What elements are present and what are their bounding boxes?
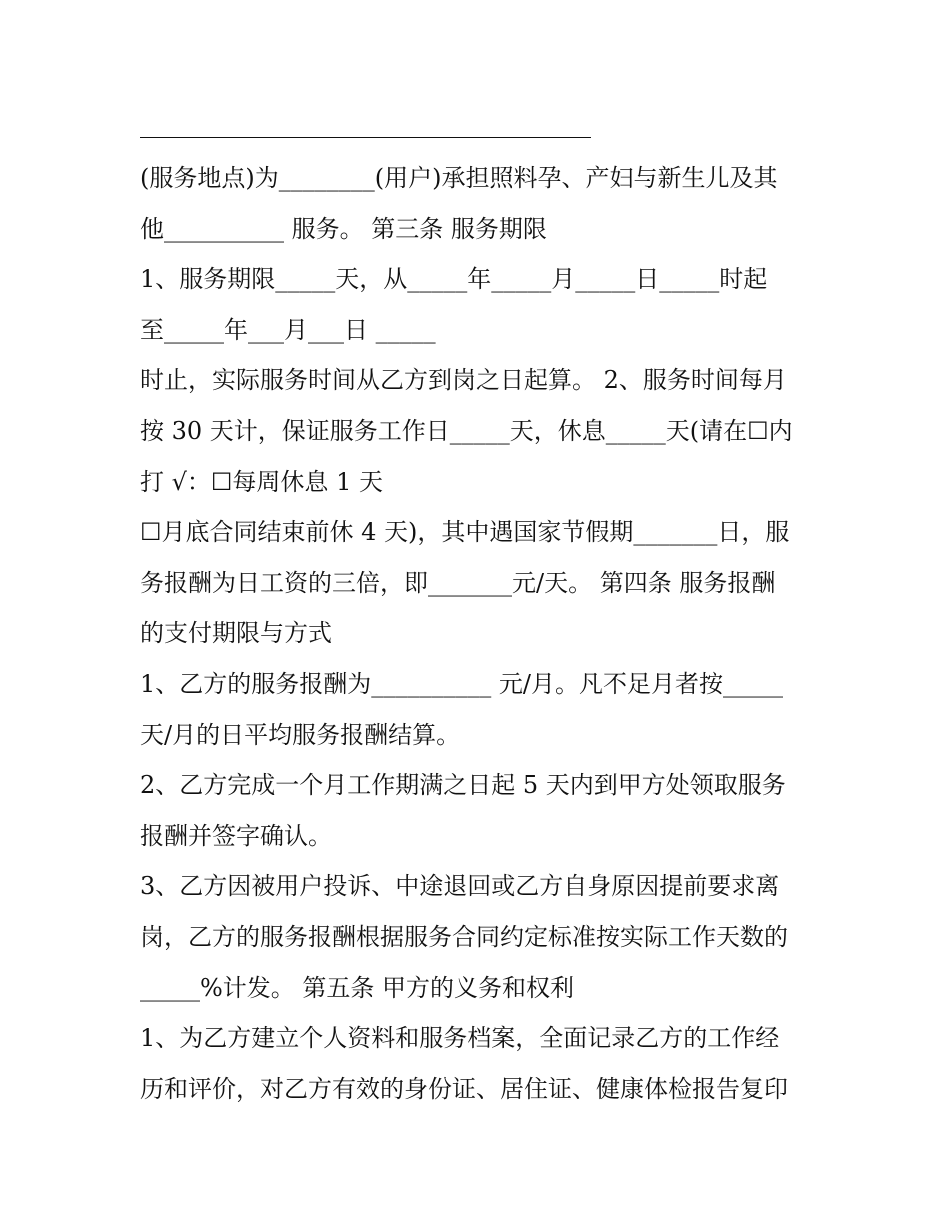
text-line: 2、乙方完成一个月工作期满之日起 5 天内到甲方处领取服务: [140, 771, 786, 800]
text-line: 报酬并签字确认。: [140, 821, 332, 850]
text-line: 1、为乙方建立个人资料和服务档案，全面记录乙方的工作经: [140, 1024, 780, 1053]
text-line: 务报酬为日工资的三倍，即_______元/天。 第四条 服务报酬: [140, 568, 776, 597]
text-line: 3、乙方因被用户投诉、中途退回或乙方自身原因提前要求离: [140, 872, 780, 901]
text-line: 1、乙方的服务报酬为__________ 元/月。凡不足月者按_____: [140, 669, 783, 698]
text-line: 的支付期限与方式: [140, 619, 332, 648]
text-line: 历和评价，对乙方有效的身份证、居住证、健康体检报告复印: [140, 1074, 788, 1103]
text-line: 时止，实际服务时间从乙方到岗之日起算。 2、服务时间每月: [140, 366, 787, 395]
text-line: 他__________ 服务。 第三条 服务期限: [140, 214, 547, 243]
contract-body-text: [140, 153, 820, 1114]
top-blank-rule: [140, 137, 591, 138]
text-line: 1、服务期限_____天，从_____年_____月_____日_____时起: [140, 265, 768, 294]
text-line: 至_____年___月___日 _____: [140, 315, 436, 344]
text-line: (服务地点)为________(用户)承担照料孕、产妇与新生儿及其: [140, 164, 778, 192]
text-line: 打 √：☐每周休息 1 天: [140, 467, 383, 496]
text-line: 岗，乙方的服务报酬根据服务合同约定标准按实际工作天数的: [140, 922, 788, 951]
text-line: _____%计发。 第五条 甲方的义务和权利: [140, 973, 575, 1002]
text-line: 天/月的日平均服务报酬结算。: [140, 720, 461, 749]
text-line: ☐月底合同结束前休 4 天)，其中遇国家节假期_______日，服: [140, 518, 790, 547]
text-line: 按 30 天计，保证服务工作日_____天，休息_____天(请在☐内: [140, 416, 793, 445]
